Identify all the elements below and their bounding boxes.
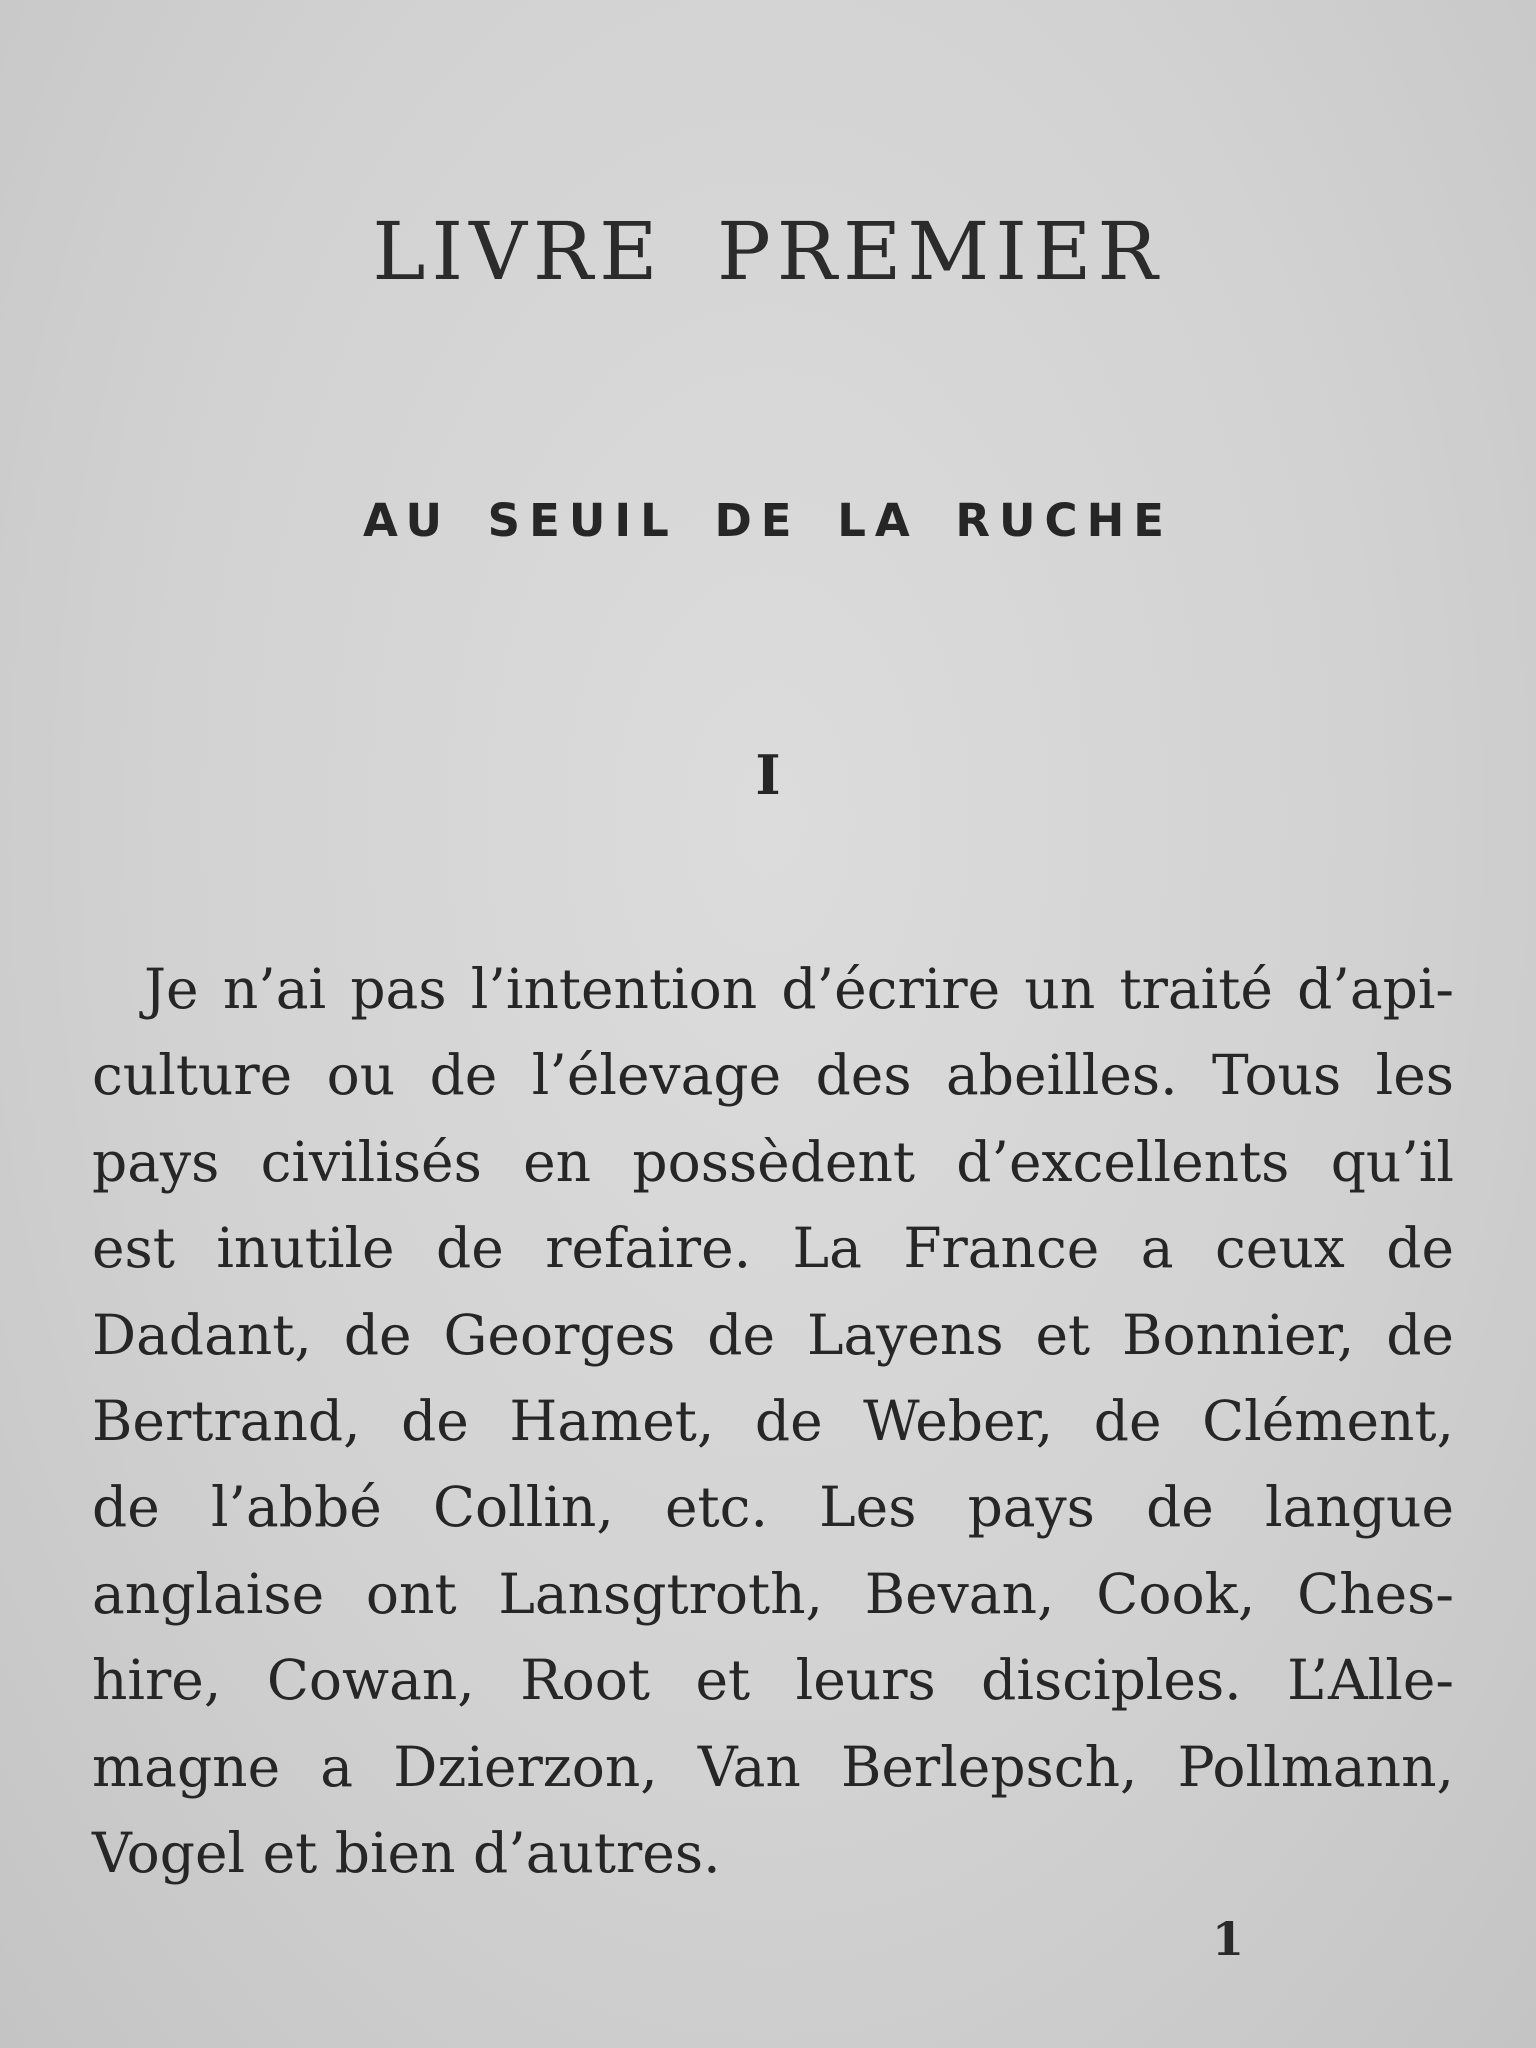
text-line: hire, Cowan, Root et leurs disciples. L’Alle- — [92, 1648, 1454, 1713]
text-line: Vogel et bien d’autres. — [92, 1821, 721, 1886]
text-line: magne a Dzierzon, Van Berlepsch, Pollmann, — [92, 1734, 1454, 1799]
text-line: anglaise ont Lansgtroth, Bevan, Cook, Ches- — [92, 1561, 1454, 1626]
chapter-title: AU SEUIL DE LA RUCHE — [363, 494, 1173, 547]
body-paragraph — [92, 946, 1454, 1896]
page-number: 1 — [1212, 1912, 1245, 1966]
text-line: est inutile de refaire. La France a ceux de — [92, 1216, 1454, 1281]
text-line: culture ou de l’élevage des abeilles. Tous les — [92, 1043, 1454, 1108]
text-line: pays civilisés en possèdent d’excellents qu’il — [92, 1129, 1454, 1194]
text-line: de l’abbé Collin, etc. Les pays de langue — [92, 1475, 1454, 1540]
text-line: Dadant, de Georges de Layens et Bonnier, de — [92, 1302, 1454, 1367]
text-line: Je n’ai pas l’intention d’écrire un traité d’api- — [144, 957, 1454, 1021]
book-title: LIVRE PREMIER — [372, 205, 1164, 298]
text-line: Bertrand, de Hamet, de Weber, de Clément, — [92, 1389, 1454, 1454]
section-numeral: I — [755, 743, 781, 807]
